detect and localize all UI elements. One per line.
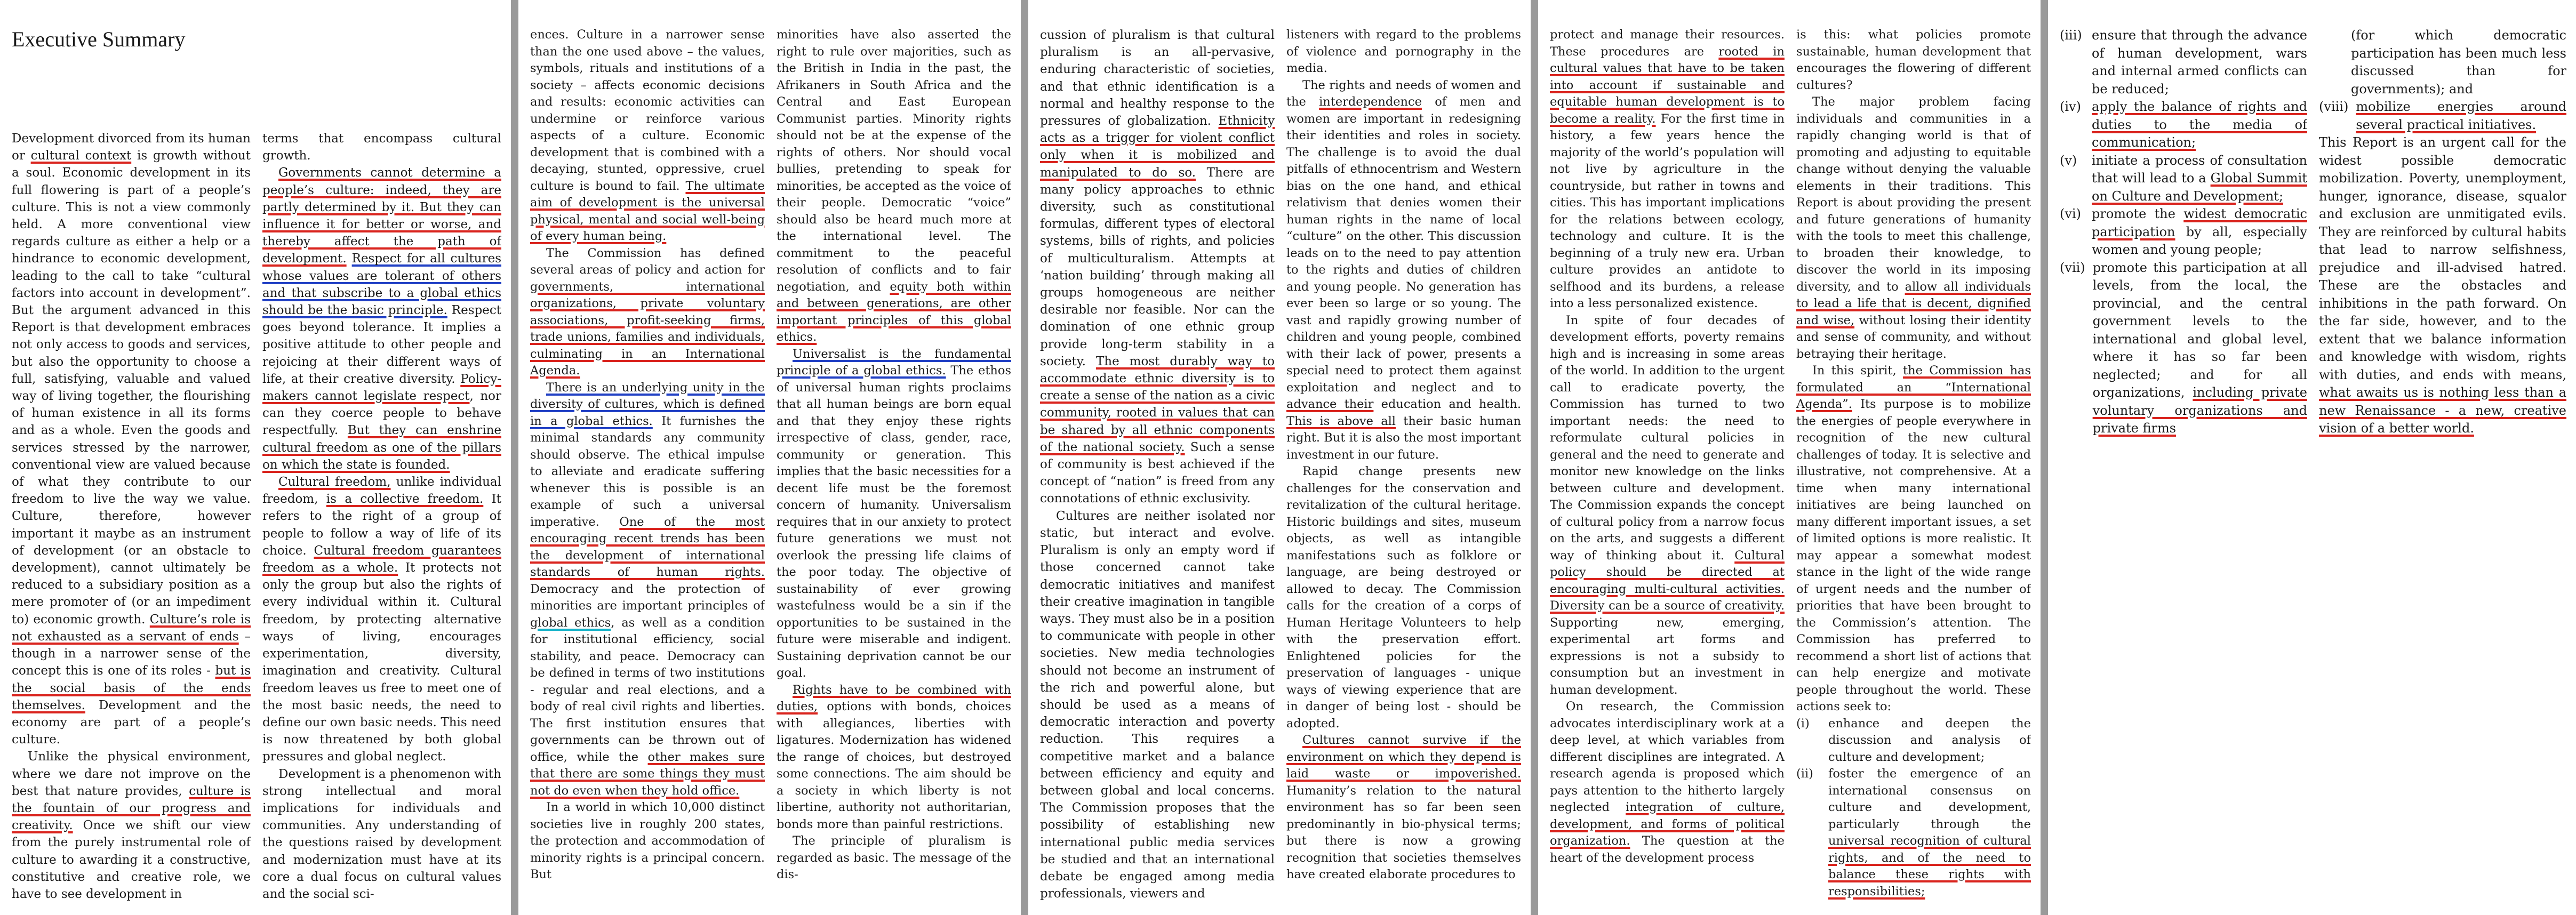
text-run: In spite of four decades of development efforts, poverty remains high and is increasing in some areas of the world. In addition to the urgent call to eradicate poverty, the Commission has turned to two important needs: the need to reformulate cultural policies in general and the need to generate and monitor new knowledge on the links between culture and development. The Commission expands the concept of cultural policy from a narrow focus on the arts, and suggests a different way of thinking about it.	[1550, 313, 1785, 563]
text-run: Respect goes beyond tolerance. It implies a positive attitude to other people and rejoicing at their different ways of life, at their creative diversity.	[262, 303, 501, 386]
paragraph	[777, 27, 1011, 346]
paragraph	[777, 682, 1011, 833]
page-4-columns	[1550, 27, 2031, 912]
page-4	[1538, 0, 2041, 915]
paragraph	[12, 130, 251, 748]
paragraph	[1550, 312, 1785, 699]
highlighted-text: but is the social basis of the ends themselves.	[12, 664, 251, 712]
page-1-column-right	[262, 130, 501, 912]
highlighted-text: what awaits us is nothing less than a new Renaissance - a new, creative vision of a better world.	[2319, 385, 2566, 436]
list-marker: (ii)	[1796, 767, 1813, 781]
highlighted-text: governments, international organizations, private voluntary associations, profit-seeking firms, trade unions, families and individuals, culminating in an International Agenda.	[530, 279, 765, 378]
highlighted-text: culture is the fountain of our progress and creativity.	[12, 784, 251, 833]
paragraph	[2319, 134, 2566, 438]
page-2-columns	[530, 27, 1011, 912]
agenda-list	[2060, 27, 2307, 438]
highlighted-text: But they can enshrine cultural freedom as one of the pillars on which the state is founded.	[262, 423, 501, 472]
paragraph	[1286, 732, 1521, 884]
text-run: minorities have also asserted the right to rule over majorities, such as the British in India in the past, the Afrikaners in South Africa and the Central and East European Communist parties. Minority rights should not be at the expense of the rights of others. Nor should vocal bullies, pretending to speak for minorities, be accepted as the voice of their people. Democratic “voice” should also be heard much more at the international level. The commitment to the peaceful resolution of conflicts and to fair negotiation, and	[777, 28, 1011, 294]
highlighted-text: Culture’s role is not exhausted as a servant of ends	[12, 612, 251, 644]
page-5	[2048, 0, 2576, 915]
text-run: is growth without a soul. Economic development in its full flowering is part of a people’s culture. This is not a view commonly held. A more conventional view regards culture as either a help or a hindrance to economic development, leading to the call to take “cultural factors into account in development”. But the argument advanced in this Report is that development embraces not only access to goods and services, but also the opportunity to choose a full, satisfying, valuable and valued way of living together, the flourishing of human existence in all its forms and as a whole. Even the goods and services stressed by the narrower, conventional view are valued because of what they contribute to our freedom to live the way we value. Culture, therefore, however important it maybe as an instrument of development (or an obstacle to development), cannot ultimately be reduced to a subsidiary position as a mere promoter of (or an impediment to) economic growth.	[12, 149, 251, 627]
text-run: Development is a phenomenon with strong intellectual and moral implications for individuals and communities. Any understanding of the questions raised by development and modernization must have at its core a dual focus on cultural values and the social sci-	[262, 767, 501, 901]
list-marker: (iv)	[2060, 99, 2081, 114]
list-marker: (v)	[2060, 152, 2077, 168]
text-run: foster the emergence of an international consensus on culture and development, particularly through the	[1828, 767, 2031, 831]
text-run: On research, the Commission advocates interdisciplinary work at a deep level, at which variables from different disciplines are integrated. A research agenda is proposed which pays attention to the hitherto largely neglected	[1550, 700, 1785, 814]
highlighted-text: Governments cannot determine a people’s culture: indeed, they are partly determined by it. But they can influence it for better or worse, and thereby affect the path of development.	[262, 166, 501, 266]
paragraph	[530, 380, 765, 800]
text-run: promote this participation at all levels, from the local, the provincial, and the central government levels to the international and global level, where it has so far been neglected; and for all organizations,	[2092, 260, 2307, 400]
highlighted-text: Cultural policy should be directed at encouraging multi-cultural activities. Diversity can be a source of creativity.	[1550, 548, 1785, 613]
list-marker: (viii)	[2319, 99, 2349, 114]
text-run: Unlike the physical environment, where we dare not improve on the best that nature provides,	[12, 750, 251, 798]
highlighted-text: the Commission has formulated an “International Agenda”.	[1796, 364, 2031, 411]
page-3	[1028, 0, 1531, 915]
highlighted-text: cultural context	[30, 149, 132, 163]
highlighted-text: Cultural freedom guarantees freedom as a whole.	[262, 543, 501, 575]
text-run: This Report is an urgent call for the widest possible democratic mobilization. Poverty, unemployment, hunger, ignorance, disease, squalor and exclusion are unmitigated evils. They are reinforced by cultural habits that lead to narrow selfishness, prejudice and ill-advised hatred. These are the obstacles and inhibitions in the path forward. On the far side, however, and to the extent that we balance information and knowledge with wisdom, rights with duties, and ends with means,	[2319, 135, 2566, 382]
highlighted-text: Rights have to be combined with duties,	[777, 683, 1011, 713]
agenda-list	[1796, 716, 2031, 901]
highlighted-text: allow all individuals to lead a life that is decent, dignified and wise,	[1796, 279, 2031, 327]
agenda-list	[2319, 27, 2566, 134]
text-run: Humanity’s relation to the natural environment has so far been seen predominantly in bio-physical terms; but there is now a growing recognition that societies themselves have created elaborate procedures to	[1286, 783, 1521, 881]
text-run: It refers to the right of a group of people to follow a way of life of its choice.	[262, 492, 501, 558]
text-run: Development and the economy are part of a people’s culture.	[12, 698, 251, 747]
list-item	[2319, 98, 2566, 134]
page-title: Executive Summary	[12, 27, 186, 51]
text-run: Such a sense of community is best achieved if the concept of “nation” is freed from any connotations of ethnic exclusivity.	[1040, 440, 1275, 506]
paragraph	[530, 799, 765, 884]
highlighted-text: This is above all	[1286, 414, 1396, 428]
text-run: ences. Culture in a narrower sense than the one used above – the values, symbols, rituals and institutions of a society – affects economic decisions and results: economic activities can undermine or reinforce various aspects of a culture. Economic development that is combined with a decaying, stunted, oppressive, cruel culture is bound to fail.	[530, 28, 765, 193]
text-run: promote the	[2092, 206, 2184, 221]
highlighted-text: advance their	[1286, 397, 1374, 411]
list-marker: (iii)	[2060, 28, 2082, 43]
list-marker	[2319, 27, 2343, 98]
page-5-column-left	[2060, 27, 2307, 912]
page-3-column-left	[1040, 27, 1275, 912]
list-text	[2092, 152, 2307, 206]
list-text: (for which democratic participation has been much less discussed than for governments); and	[2351, 28, 2566, 97]
paragraph	[1040, 508, 1275, 903]
paragraph	[1796, 27, 2031, 94]
list-item	[2060, 98, 2307, 152]
text-run: options with bonds, choices with allegiances, liberties with ligatures. Modernization has widened the range of choices, but destroyed some connections. The aim should be a society in which liberty is not libertine, authority not authoritarian, bonds more than painful restrictions.	[777, 700, 1011, 831]
text-run: In a world in which 10,000 distinct societies live in roughly 200 states, the protection and accommodation of minority rights is a principal concern. But	[530, 800, 765, 881]
list-marker: (vii)	[2060, 260, 2085, 275]
list-item	[1796, 716, 2031, 766]
list-text: ensure that through the advance of human development, wars and internal armed conflicts can be reduced;	[2092, 28, 2307, 97]
text-run: – though in a narrower sense of the concept this is one of its roles -	[12, 629, 251, 678]
list-item	[1796, 766, 2031, 900]
paragraph	[1040, 27, 1275, 508]
text-run: terms that encompass cultural growth.	[262, 132, 501, 163]
text-run: education and health.	[1373, 397, 1521, 411]
highlighted-text: Respect for all cultures whose values are tolerant of others and that subscribe to a global ethics should be the basic principle.	[262, 252, 501, 318]
text-run: Its purpose is to mobilize the energies of people everywhere in recognition of the new cultural challenges of today. It is selective and illustrative, not comprehensive. At a time when many international initiatives are being launched on many different important issues, a set of limited options is more realistic. It may appear a somewhat modest stance in the light of the wide range of urgent needs and the number of priorities that have been brought to the Commission’s attention. The Commission has preferred to recommend a short list of actions that can help energize and motivate people throughout the world. These actions seek to:	[1796, 397, 2031, 713]
text-run: There are many policy approaches to ethnic diversity, such as constitutional formulas, different types of electoral systems, bills of rights, and policies of multiculturalism. Attempts at ‘nation building’ through making all groups homogeneous are neither desirable nor feasible. Nor can the domination of one ethnic group provide long-term stability in a society.	[1040, 165, 1275, 368]
text-run: their basic human right. But it is also the most important investment in our future.	[1286, 414, 1521, 462]
list-text	[2356, 98, 2566, 134]
text-run: of men and women are important in redesigning their identities and roles in society. The challenge is to avoid the dual pitfalls of ethnocentrism and Western bias on the one hand, and ethical relativism that denies women their human rights in the name of local “culture” on the other. This discussion leads on to the need to pay attention to the rights and duties of children and young people. No generation has ever been so large or so young. The vast and rapidly growing number of children and young people, combined with their lack of power, presents a special need to protect them against exploitation and neglect and to	[1286, 95, 1521, 395]
paragraph	[1550, 699, 1785, 866]
highlighted-text: One of the most encouraging recent trends has been the development of international standards of human rights.	[530, 515, 765, 579]
paragraph	[777, 346, 1011, 682]
list-item	[2060, 259, 2307, 438]
text-run: The question at the heart of the development process	[1550, 834, 1785, 865]
list-text: enhance and deepen the discussion and analysis of culture and development;	[1828, 716, 2031, 764]
paragraph	[1286, 77, 1521, 464]
list-marker: (vi)	[2060, 206, 2081, 221]
text-run: Development divorced from its human or	[12, 132, 251, 163]
highlighted-text: mobilize energies around several practical initiatives.	[2356, 99, 2566, 132]
page-3-columns	[1040, 27, 1521, 912]
page-2-column-left	[530, 27, 765, 912]
highlighted-text: other makes sure that there are some things they must not do even when they hold office.	[530, 750, 765, 798]
highlighted-text: including private voluntary organizations and private firms	[2092, 385, 2307, 436]
text-run: protect and manage their resources. These procedures are	[1550, 28, 1785, 59]
text-run: In this spirit,	[1812, 364, 1903, 378]
list-item	[2319, 27, 2566, 98]
list-item	[2060, 205, 2307, 259]
highlighted-text: global ethics	[530, 615, 611, 630]
paragraph	[12, 748, 251, 903]
page-4-column-left	[1550, 27, 1785, 912]
page-4-column-right	[1796, 27, 2031, 912]
text-run: The major problem facing individuals and communities in a rapidly changing world is that of promoting and adjusting to equitable change without denying the valuable elements in their traditions. This Report is about providing the present and future generations of humanity with the tools to meet this challenge, to broaden their knowledge, to discover the world in its imposing diversity, and to	[1796, 95, 2031, 294]
highlighted-text: Cultural freedom,	[278, 475, 391, 489]
text-run: cussion of pluralism is that cultural pluralism is an all-pervasive, enduring characteristic of societies, and that ethnic identification is a normal and healthy response to the pressures of globalization.	[1040, 28, 1275, 129]
text-run: It protects not only the group but also the rights of every individual within it. Cultural freedom, by protecting alternative ways of living, encourages experimentation, diversity, imagination and creativity. Cultural freedom leaves us free to meet one of the most basic needs, the need to define our own basic needs. This need is now threatened by both global pressures and global neglect.	[262, 561, 501, 764]
page-2-column-right	[777, 27, 1011, 912]
paragraph	[1286, 463, 1521, 732]
highlighted-text: apply the balance of rights and duties to the media of communication;	[2092, 99, 2307, 150]
text-run: It furnishes the minimal standards any community should observe. The ethical impulse to alleviate and eradicate suffering whenever this is possible is an example of such a universal imperative.	[530, 414, 765, 529]
text-run: , nor can they coerce people to behave respectfully.	[262, 389, 501, 438]
text-run: Supporting new, emerging, experimental art forms and expressions is not a subsidy to consumption but an investment in human development.	[1550, 615, 1785, 697]
list-text	[2092, 98, 2307, 152]
highlighted-text: integration of culture, development, and forms of political organization.	[1550, 800, 1785, 848]
paragraph	[777, 833, 1011, 884]
text-run: by all, especially women and young people;	[2092, 224, 2307, 257]
text-run: The Commission has defined several areas of policy and action for	[530, 246, 765, 277]
list-item	[2060, 27, 2307, 98]
paragraph	[1550, 27, 1785, 312]
highlighted-text: is a collective freedom.	[326, 492, 484, 507]
text-run: Cultures are neither isolated nor static, but interact and evolve. Pluralism is only an empty word if those concerned cannot take democratic initiatives and manifest their creative imagination in tangible ways. They must also be in a position to communicate with people in other societies. New media technologies should not become an instrument of the rich and powerful alone, but should be used as a means of democratic interaction and poverty reduction. This requires a competitive market and a balance between efficiency and equity and between global and local concerns. The Commission proposes that the possibility of establishing new international public media services be studied and that an international debate be engaged among media professionals, viewers and	[1040, 509, 1275, 901]
highlighted-text: Cultures cannot survive if the environment on which they depend is laid waste or impoverished.	[1286, 733, 1521, 781]
text-run: without losing their identity and sense of community, and without betraying their heritage.	[1796, 313, 2031, 361]
highlighted-text: universal recognition of cultural rights, and of the need to balance these rights with responsibilities;	[1828, 834, 2031, 898]
list-text	[1828, 766, 2031, 900]
page-2	[518, 0, 1021, 915]
paragraph	[262, 766, 501, 903]
paragraph	[530, 245, 765, 380]
page-1	[0, 0, 511, 915]
text-run: is this: what policies promote sustainable, human development that encourages the flowering of different cultures?	[1796, 28, 2031, 92]
paragraph	[1286, 27, 1521, 77]
highlighted-text: equity both within and between generations, are other important principles of this global ethics.	[777, 279, 1011, 344]
paragraph	[262, 164, 501, 473]
text-run: The principle of pluralism is regarded as basic. The message of the dis-	[777, 834, 1011, 881]
text-run: Rapid change presents new challenges for the conservation and revitalization of the cultural heritage. Historic buildings and sites, museum objects, as well as intangible manifestations such as folklore or language, are being destroyed or allowed to decay. The Commission calls for the creation of a corps of Human Heritage Volunteers to help with the preservation effort. Enlightened policies for the preservation of languages - unique ways of viewing experience that are in danger of being lost - should be adopted.	[1286, 464, 1521, 731]
text-run: , as well as a condition for institutional efficiency, social stability, and peace. Democracy can be defined in terms of two institutions - regular and real elections, and a body of real civil rights and liberties. The first institution ensures that governments can be thrown out of office, while the	[530, 615, 765, 764]
text-run: initiate a process of consultation that will lead to a	[2092, 152, 2307, 186]
text-run: For the first time in history, a few years hence the majority of the world’s population will not live by agriculture in the countryside, but rather in towns and cities. This has important implications for the relations between ecology, technology and culture. It is the beginning of a truly new era. Urban culture provides an antidote to selfhood and its burdens, a release into a less personalized existence.	[1550, 111, 1785, 310]
list-text	[2093, 259, 2307, 438]
paragraph	[1796, 363, 2031, 716]
highlighted-text: Policy-makers cannot legislate respect	[262, 372, 501, 404]
list-item	[2060, 152, 2307, 206]
text-run: The ethos of universal human rights proclaims that all human beings are born equal and that they enjoy these rights irrespective of class, gender, race, community or generation. This implies that the basic necessities for a decent life must be the foremost concern of humanity. Universalism requires that in our anxiety to protect future generations we must not overlook the pressing life claims of the poor today. The objective of sustainability of ever growing wastefulness would be a sin if the opportunities to be sustained in the future were miserable and indigent. Sustaining deprivation cannot be our goal.	[777, 364, 1011, 680]
highlighted-text: There is an underlying unity in the diversity of cultures, which is defined in a global ethics.	[530, 380, 765, 428]
text-run: unlike individual freedom,	[262, 475, 501, 507]
highlighted-text: widest democratic participation	[2092, 206, 2307, 239]
highlighted-text: Global Summit on Culture and Development;	[2092, 171, 2307, 204]
highlighted-text: The ultimate aim of development is the universal physical, mental and social well-being of every human being.	[530, 179, 765, 243]
text-run: Once we shift our view from the purely instrumental role of culture to awarding it a constructive, constitutive and creative role, we have to see development in	[12, 818, 251, 901]
highlighted-text: interdependence	[1319, 95, 1422, 109]
page-5-columns	[2060, 27, 2566, 912]
text-run: The rights and needs of women and the	[1286, 78, 1521, 109]
paragraph	[262, 130, 501, 164]
paragraph	[530, 27, 765, 245]
highlighted-text: rooted in cultural values that have to be taken into account if sustainable and equitable human development is to become a reality.	[1550, 44, 1785, 126]
text-run	[347, 252, 352, 266]
page-1-column-left	[12, 130, 251, 912]
page-3-column-right	[1286, 27, 1521, 912]
paragraph	[262, 473, 501, 765]
page-5-column-right	[2319, 27, 2566, 912]
page-1-columns	[12, 130, 501, 912]
text-run: listeners with regard to the problems of violence and pornography in the media.	[1286, 28, 1521, 75]
highlighted-text: Ethnicity acts as a trigger for violent conflict only when it is mobilized and manipulated to do so.	[1040, 114, 1275, 180]
text-run: Democracy and the protection of minorities are important principles of	[530, 582, 765, 613]
highlighted-text: The most durably way to accommodate ethnic diversity is to create a sense of the nation as a civic community, rooted in values that can be shared by all ethnic components of the national society.	[1040, 354, 1275, 454]
paragraph	[1796, 94, 2031, 363]
highlighted-text: Universalist is the fundamental principle of a global ethics.	[777, 347, 1011, 378]
list-text	[2092, 205, 2307, 259]
list-marker: (i)	[1796, 716, 1810, 731]
